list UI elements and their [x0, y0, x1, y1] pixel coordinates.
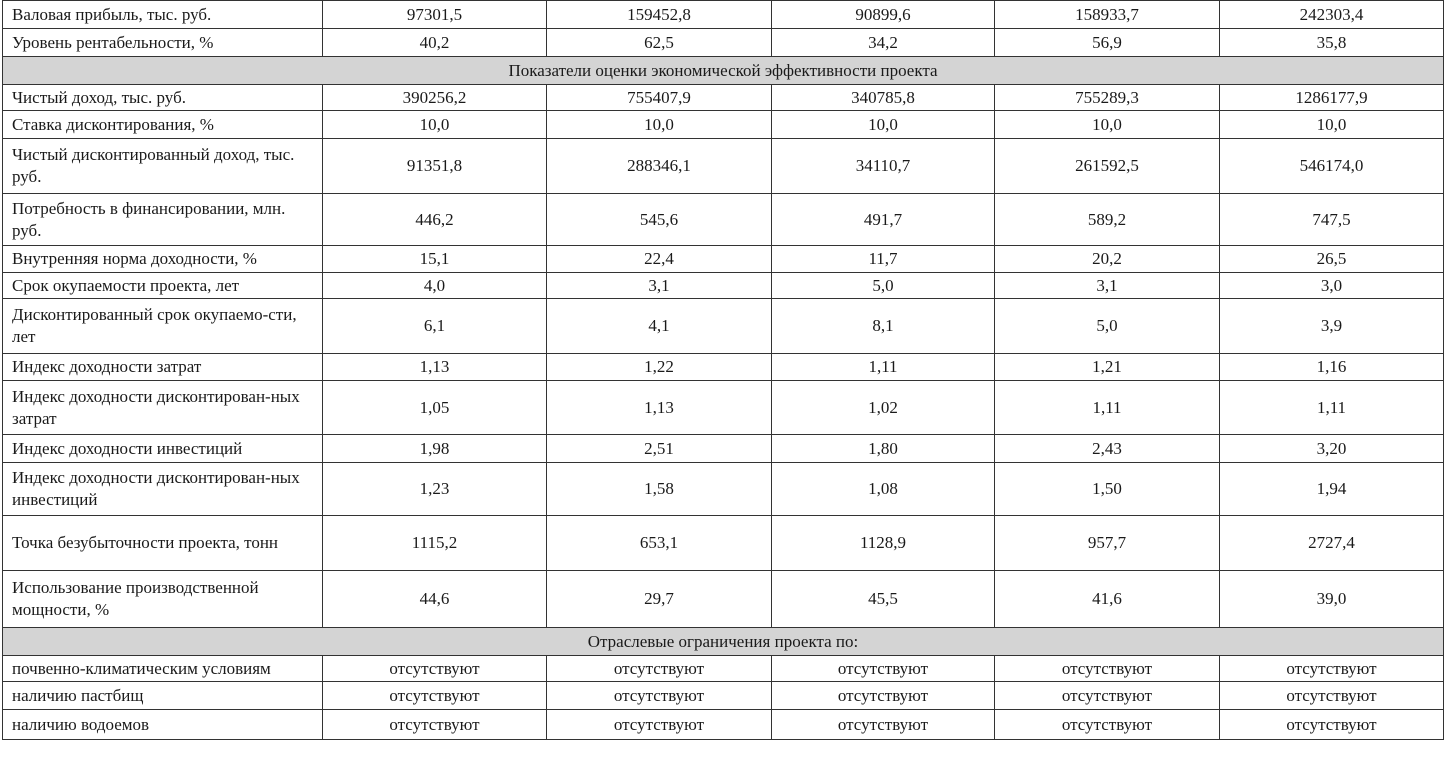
table-row [3, 710, 1444, 740]
value-cell: 1128,9 [772, 516, 995, 571]
value-cell: 1,50 [995, 463, 1220, 516]
value-cell: отсутствуют [323, 656, 547, 682]
section-header-row [3, 57, 1444, 85]
value-cell: 34110,7 [772, 139, 995, 194]
table-row [3, 299, 1444, 354]
value-cell: 97301,5 [323, 1, 547, 29]
value-cell: 242303,4 [1220, 1, 1444, 29]
value-cell: 653,1 [547, 516, 772, 571]
value-cell: отсутствуют [1220, 710, 1444, 740]
value-cell: 1,08 [772, 463, 995, 516]
value-cell: 41,6 [995, 571, 1220, 628]
value-cell: 446,2 [323, 194, 547, 246]
row-label: Индекс доходности дисконтирован-ных затрат [3, 381, 323, 435]
table-row [3, 571, 1444, 628]
row-label: Срок окупаемости проекта, лет [3, 273, 323, 299]
table-row [3, 682, 1444, 710]
value-cell: 5,0 [995, 299, 1220, 354]
table-row [3, 85, 1444, 111]
table-row [3, 435, 1444, 463]
table-row [3, 273, 1444, 299]
value-cell: 546174,0 [1220, 139, 1444, 194]
row-label: Чистый доход, тыс. руб. [3, 85, 323, 111]
value-cell: 2,43 [995, 435, 1220, 463]
value-cell: 755289,3 [995, 85, 1220, 111]
value-cell: 34,2 [772, 29, 995, 57]
value-cell: 159452,8 [547, 1, 772, 29]
value-cell: 1286177,9 [1220, 85, 1444, 111]
row-label: Использование производственной мощности, % [3, 571, 323, 628]
value-cell: отсутствуют [323, 710, 547, 740]
table-body [3, 1, 1444, 740]
value-cell: 10,0 [1220, 111, 1444, 139]
row-label: Потребность в финансировании, млн. руб. [3, 194, 323, 246]
row-label: почвенно-климатическим условиям [3, 656, 323, 682]
value-cell: 1,80 [772, 435, 995, 463]
value-cell: 1,11 [1220, 381, 1444, 435]
section-header-row [3, 628, 1444, 656]
value-cell: 288346,1 [547, 139, 772, 194]
value-cell: 8,1 [772, 299, 995, 354]
value-cell: 11,7 [772, 246, 995, 273]
value-cell: отсутствуют [995, 682, 1220, 710]
value-cell: отсутствуют [772, 682, 995, 710]
table-row [3, 656, 1444, 682]
value-cell: 545,6 [547, 194, 772, 246]
row-label: Ставка дисконтирования, % [3, 111, 323, 139]
table-row [3, 139, 1444, 194]
value-cell: отсутствуют [323, 682, 547, 710]
row-label: Дисконтированный срок окупаемо-сти, лет [3, 299, 323, 354]
value-cell: 44,6 [323, 571, 547, 628]
row-label: Внутренняя норма доходности, % [3, 246, 323, 273]
table-row [3, 111, 1444, 139]
value-cell: 1,16 [1220, 354, 1444, 381]
section-title-limits: Отраслевые ограничения проекта по: [3, 628, 1444, 656]
value-cell: 3,9 [1220, 299, 1444, 354]
value-cell: 29,7 [547, 571, 772, 628]
value-cell: 1,22 [547, 354, 772, 381]
table-row [3, 194, 1444, 246]
value-cell: 1,02 [772, 381, 995, 435]
value-cell: 1,05 [323, 381, 547, 435]
row-label: Чистый дисконтированный доход, тыс. руб. [3, 139, 323, 194]
value-cell: отсутствуют [1220, 656, 1444, 682]
row-label: наличию водоемов [3, 710, 323, 740]
row-label: Индекс доходности дисконтирован-ных инвестиций [3, 463, 323, 516]
table-row [3, 29, 1444, 57]
value-cell: отсутствуют [995, 710, 1220, 740]
value-cell: 2,51 [547, 435, 772, 463]
section-title-efficiency: Показатели оценки экономической эффективности проекта [3, 57, 1444, 85]
table-row [3, 246, 1444, 273]
value-cell: 1,58 [547, 463, 772, 516]
value-cell: отсутствуют [995, 656, 1220, 682]
value-cell: 26,5 [1220, 246, 1444, 273]
value-cell: отсутствуют [772, 656, 995, 682]
value-cell: отсутствуют [547, 710, 772, 740]
value-cell: 4,0 [323, 273, 547, 299]
value-cell: 40,2 [323, 29, 547, 57]
value-cell: 158933,7 [995, 1, 1220, 29]
table-row [3, 516, 1444, 571]
value-cell: отсутствуют [547, 656, 772, 682]
row-label: Индекс доходности инвестиций [3, 435, 323, 463]
value-cell: отсутствуют [1220, 682, 1444, 710]
value-cell: 491,7 [772, 194, 995, 246]
value-cell: 91351,8 [323, 139, 547, 194]
value-cell: 1,13 [323, 354, 547, 381]
row-label: Уровень рентабельности, % [3, 29, 323, 57]
value-cell: 1115,2 [323, 516, 547, 571]
table-row [3, 381, 1444, 435]
value-cell: 390256,2 [323, 85, 547, 111]
value-cell: 957,7 [995, 516, 1220, 571]
row-label: наличию пастбищ [3, 682, 323, 710]
value-cell: 10,0 [995, 111, 1220, 139]
value-cell: 20,2 [995, 246, 1220, 273]
value-cell: 90899,6 [772, 1, 995, 29]
value-cell: 39,0 [1220, 571, 1444, 628]
table-row [3, 463, 1444, 516]
value-cell: 45,5 [772, 571, 995, 628]
row-label: Точка безубыточности проекта, тонн [3, 516, 323, 571]
row-label: Индекс доходности затрат [3, 354, 323, 381]
value-cell: 5,0 [772, 273, 995, 299]
value-cell: 10,0 [323, 111, 547, 139]
indicators-table [2, 0, 1444, 740]
value-cell: 1,11 [772, 354, 995, 381]
value-cell: 1,13 [547, 381, 772, 435]
value-cell: 1,11 [995, 381, 1220, 435]
value-cell: 56,9 [995, 29, 1220, 57]
value-cell: 6,1 [323, 299, 547, 354]
value-cell: отсутствуют [547, 682, 772, 710]
value-cell: 261592,5 [995, 139, 1220, 194]
value-cell: 10,0 [547, 111, 772, 139]
value-cell: 1,98 [323, 435, 547, 463]
value-cell: 1,94 [1220, 463, 1444, 516]
value-cell: 1,21 [995, 354, 1220, 381]
value-cell: 2727,4 [1220, 516, 1444, 571]
table-row [3, 354, 1444, 381]
value-cell: 3,1 [995, 273, 1220, 299]
value-cell: 15,1 [323, 246, 547, 273]
value-cell: 35,8 [1220, 29, 1444, 57]
value-cell: 755407,9 [547, 85, 772, 111]
value-cell: 1,23 [323, 463, 547, 516]
value-cell: 3,20 [1220, 435, 1444, 463]
value-cell: 3,1 [547, 273, 772, 299]
table-row [3, 1, 1444, 29]
value-cell: 4,1 [547, 299, 772, 354]
value-cell: отсутствуют [772, 710, 995, 740]
row-label: Валовая прибыль, тыс. руб. [3, 1, 323, 29]
value-cell: 3,0 [1220, 273, 1444, 299]
value-cell: 22,4 [547, 246, 772, 273]
value-cell: 62,5 [547, 29, 772, 57]
value-cell: 747,5 [1220, 194, 1444, 246]
value-cell: 10,0 [772, 111, 995, 139]
value-cell: 589,2 [995, 194, 1220, 246]
value-cell: 340785,8 [772, 85, 995, 111]
